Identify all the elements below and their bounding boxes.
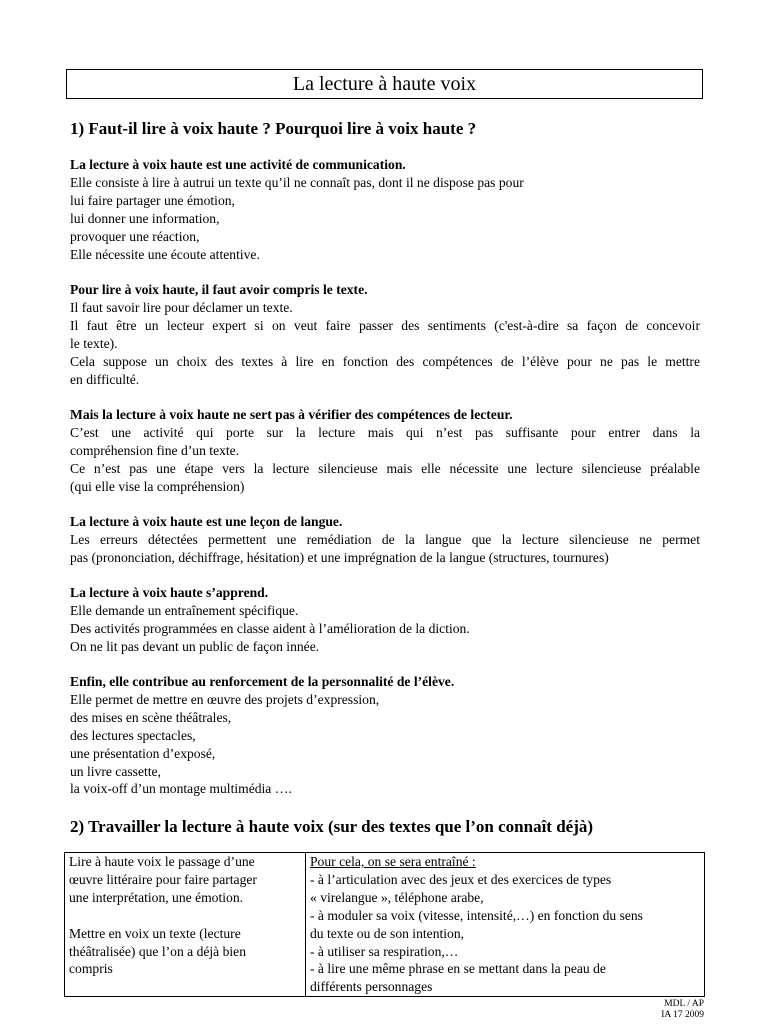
paragraph-title: Pour lire à voix haute, il faut avoir compris le texte. xyxy=(70,282,368,297)
paragraph-line: Elle permet de mettre en œuvre des projets d’expression, xyxy=(70,691,380,707)
paragraph-line: Les erreurs détectées permettent une remédiation de la langue que la lecture silencieuse ne permet xyxy=(70,531,700,547)
paragraph-line: (qui elle vise la compréhension) xyxy=(70,478,245,494)
paragraph-line: Elle nécessite une écoute attentive. xyxy=(70,246,260,262)
cell-line: - à l’articulation avec des jeux et des exercices de types xyxy=(310,871,612,887)
paragraph-line: Elle demande un entraînement spécifique. xyxy=(70,602,299,618)
paragraph-language-lesson xyxy=(70,513,700,567)
cell-heading: Pour cela, on se sera entraîné : xyxy=(310,854,476,869)
footer xyxy=(640,999,704,1021)
cell-line: théâtralisée) que l’on a déjà bien xyxy=(69,943,247,959)
paragraph-title: Mais la lecture à voix haute ne sert pas à vérifier des compétences de lecteur. xyxy=(70,407,513,422)
paragraph-learned xyxy=(70,584,700,656)
paragraph-line: Il faut savoir lire pour déclamer un texte. xyxy=(70,299,293,315)
paragraph-line: la voix-off d’un montage multimédia …. xyxy=(70,781,292,797)
cell-line: œuvre littéraire pour faire partager xyxy=(69,871,257,887)
cell-line: Mettre en voix un texte (lecture xyxy=(69,925,241,941)
cell-line: différents personnages xyxy=(310,979,433,995)
paragraph-comprehension xyxy=(70,281,700,388)
cell-line: du texte ou de son intention, xyxy=(310,925,465,941)
section-1-heading: 1) Faut-il lire à voix haute ? Pourquoi lire à voix haute ? xyxy=(70,119,477,138)
paragraph-line: Des activités programmées en classe aident à l’amélioration de la diction. xyxy=(70,620,470,636)
paragraph-line: Ce n’est pas une étape vers la lecture silencieuse mais elle nécessite une lecture silencieuse préalable xyxy=(70,460,700,476)
document-title: La lecture à haute voix xyxy=(66,69,703,99)
cell-line: « virelangue », téléphone arabe, xyxy=(310,889,484,905)
paragraph-title: La lecture à voix haute est une leçon de langue. xyxy=(70,514,343,529)
paragraph-personality xyxy=(70,673,700,798)
paragraph-title: La lecture à voix haute est une activité de communication. xyxy=(70,157,406,172)
cell-line: Lire à haute voix le passage d’une xyxy=(69,854,255,869)
paragraph-line: pas (prononciation, déchiffrage, hésitation) et une imprégnation de la langue (structures, tournures) xyxy=(70,549,609,565)
table-row xyxy=(65,853,705,997)
section-2-heading: 2) Travailler la lecture à haute voix (sur des textes que l’on connaît déjà) xyxy=(70,817,594,836)
paragraph-line: C’est une activité qui porte sur la lecture mais qui n’est pas suffisante pour entrer dans la xyxy=(70,424,700,440)
table-cell-right xyxy=(306,853,705,997)
paragraph-line: provoquer une réaction, xyxy=(70,228,200,244)
paragraph-title: Enfin, elle contribue au renforcement de la personnalité de l’élève. xyxy=(70,674,455,689)
paragraph-line: des mises en scène théâtrales, xyxy=(70,709,232,725)
paragraph-line: On ne lit pas devant un public de façon innée. xyxy=(70,638,320,654)
table-cell-left xyxy=(65,853,306,997)
cell-line: compris xyxy=(69,961,113,977)
paragraph-line: Cela suppose un choix des textes à lire en fonction des compétences de l’élève pour ne pas le mettre xyxy=(70,353,700,369)
paragraph-line: un livre cassette, xyxy=(70,763,161,779)
activities-table xyxy=(64,852,705,997)
paragraph-line: des lectures spectacles, xyxy=(70,727,196,743)
paragraph-line: une présentation d’exposé, xyxy=(70,745,216,761)
cell-line: une interprétation, une émotion. xyxy=(69,889,244,905)
footer-date: IA 17 2009 xyxy=(661,1010,704,1020)
paragraph-not-verification xyxy=(70,406,700,496)
cell-line: - à utiliser sa respiration,… xyxy=(310,943,459,959)
paragraph-line: en difficulté. xyxy=(70,371,140,387)
cell-line: - à moduler sa voix (vitesse, intensité,…) en fonction du sens xyxy=(310,907,643,923)
paragraph-line: lui faire partager une émotion, xyxy=(70,192,235,208)
footer-author: MDL / AP xyxy=(664,999,704,1009)
paragraph-line: Elle consiste à lire à autrui un texte qu’il ne connaît pas, dont il ne dispose pas pour xyxy=(70,174,524,190)
paragraph-line: Il faut être un lecteur expert si on veut faire passer des sentiments (c'est-à-dire sa façon de concevoir xyxy=(70,317,700,333)
paragraph-line: lui donner une information, xyxy=(70,210,220,226)
spacer xyxy=(69,907,301,925)
paragraph-title: La lecture à voix haute s’apprend. xyxy=(70,585,269,600)
paragraph-line: le texte). xyxy=(70,335,118,351)
paragraph-communication xyxy=(70,156,700,263)
cell-line: - à lire une même phrase en se mettant dans la peau de xyxy=(310,961,606,977)
paragraph-line: compréhension fine d’un texte. xyxy=(70,442,240,458)
